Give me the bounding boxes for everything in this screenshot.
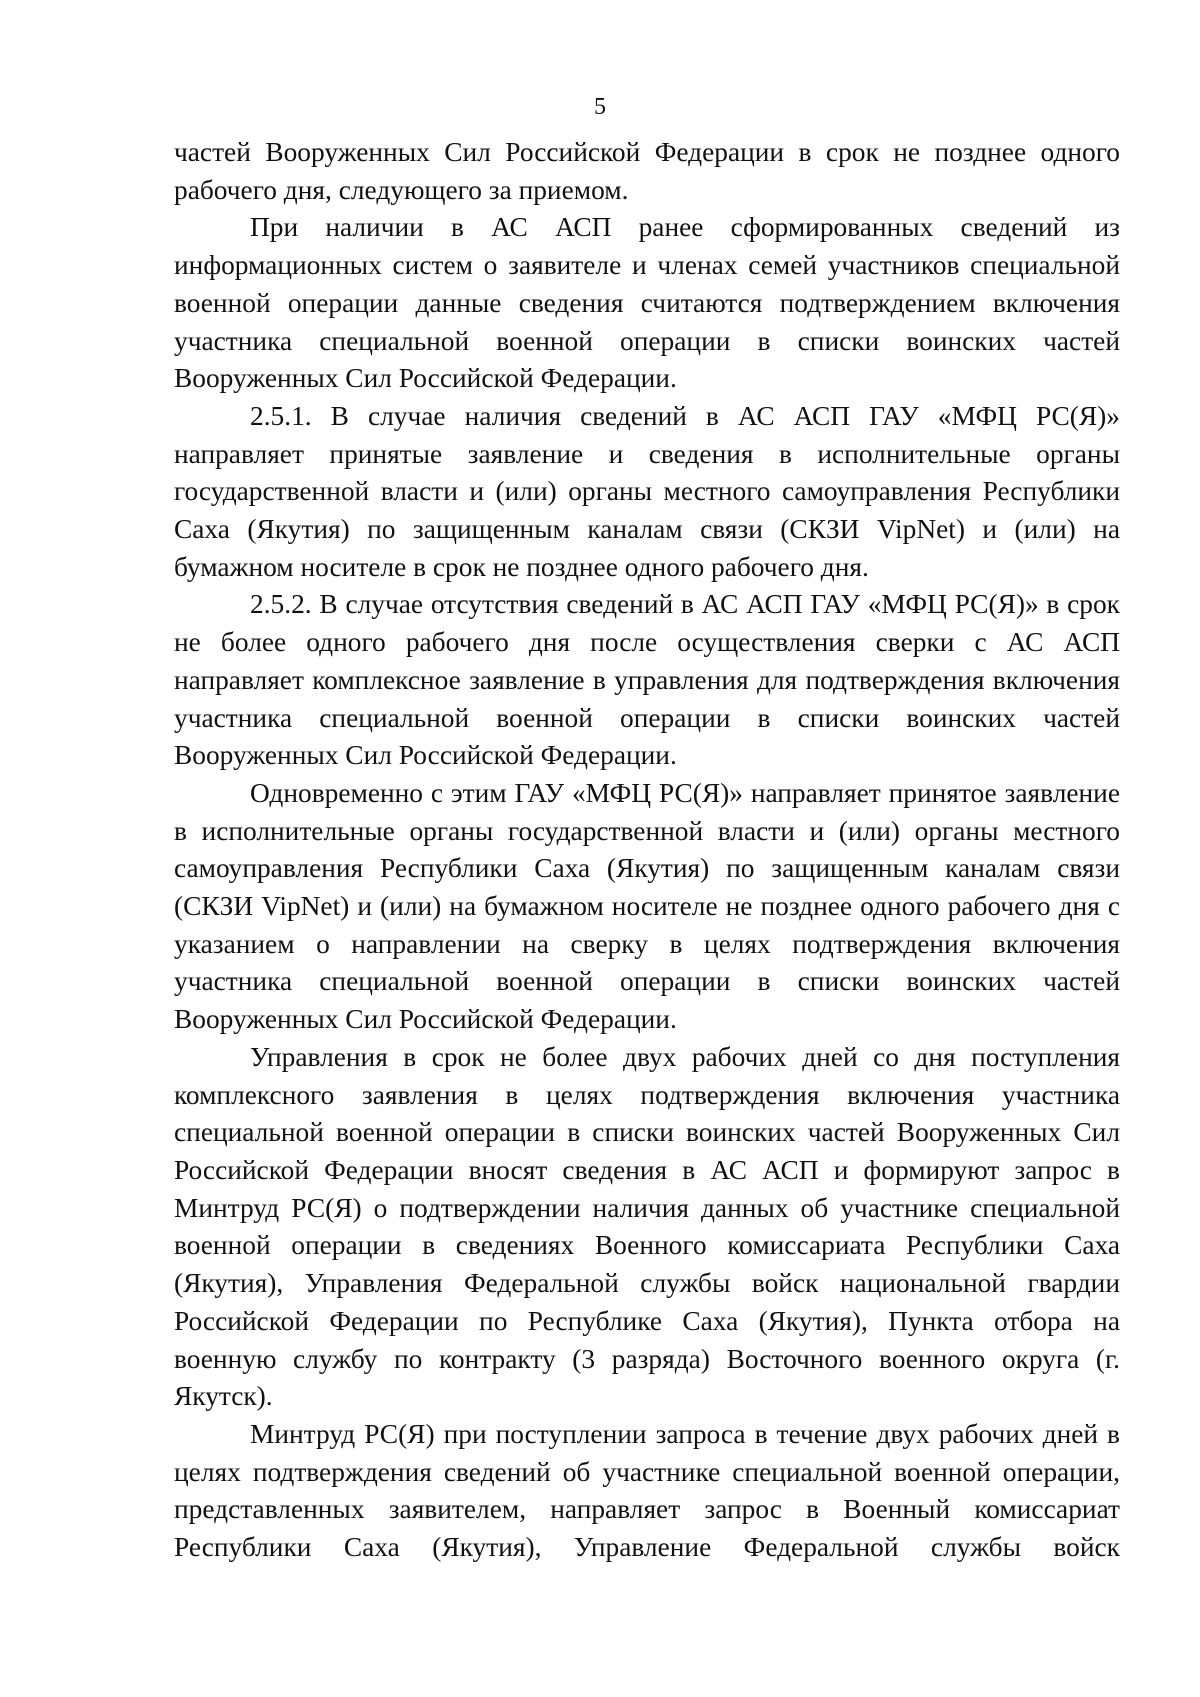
paragraph-2-5-1: 2.5.1. В случае наличия сведений в АС АСП ГАУ «МФЦ РС(Я)» направляет принятые заявление и сведения в исполнительные органы государственной власти и (или) органы местного самоуправления Республики Саха (Якутия) по защищенным каналам связи (СКЗИ VipNet) и (или) на бумажном носителе в срок не позднее одного рабочего дня.	[174, 400, 1120, 582]
paragraph-continuation: частей Вооруженных Сил Российской Федерации в срок не позднее одного рабочего дня, следующего за приемом.	[174, 137, 1120, 205]
paragraph-mintrud-request: Минтруд РС(Я) при поступлении запроса в течение двух рабочих дней в целях подтверждения сведений об участнике специальной военной операции, представленных заявителем, направляет запрос в Военный комиссариат Республики Саха (Якутия), Управление Федеральной службы войск	[174, 1418, 1120, 1563]
document-body	[174, 134, 1120, 1567]
page-number: 5	[594, 94, 606, 120]
paragraph-departments-request: Управления в срок не более двух рабочих дней со дня поступления комплексного заявления в целях подтверждения включения участника специальной военной операции в списки воинских частей Вооруженных Сил Российской Федерации вносят сведения в АС АСП и формируют запрос в Минтруд РС(Я) о подтверждении наличия данных об участнике специальной военной операции в сведениях Военного комиссариата Республики Саха (Якутия), Управления Федеральной службы войск национальной гвардии Российской Федерации по Республике Саха (Якутия), Пункта отбора на военную службу по контракту (3 разряда) Восточного военного округа (г. Якутск).	[174, 1041, 1120, 1412]
paragraph-existing-records: При наличии в АС АСП ранее сформированных сведений из информационных систем о заявителе и членах семей участников специальной военной операции данные сведения считаются подтверждением включения участника специальной военной операции в списки воинских частей Вооруженных Сил Российской Федерации.	[174, 212, 1120, 394]
paragraph-2-5-2: 2.5.2. В случае отсутствия сведений в АС АСП ГАУ «МФЦ РС(Я)» в срок не более одного рабочего дня после осуществления сверки с АС АСП направляет комплексное заявление в управления для подтверждения включения участника специальной военной операции в списки воинских частей Вооруженных Сил Российской Федерации.	[174, 589, 1120, 771]
paragraph-simultaneous-submission: Одновременно с этим ГАУ «МФЦ РС(Я)» направляет принятое заявление в исполнительные органы государственной власти и (или) органы местного самоуправления Республики Саха (Якутия) по защищенным каналам связи (СКЗИ VipNet) и (или) на бумажном носителе не позднее одного рабочего дня с указанием о направлении на сверку в целях подтверждения включения участника специальной военной операции в списки воинских частей Вооруженных Сил Российской Федерации.	[174, 777, 1120, 1035]
